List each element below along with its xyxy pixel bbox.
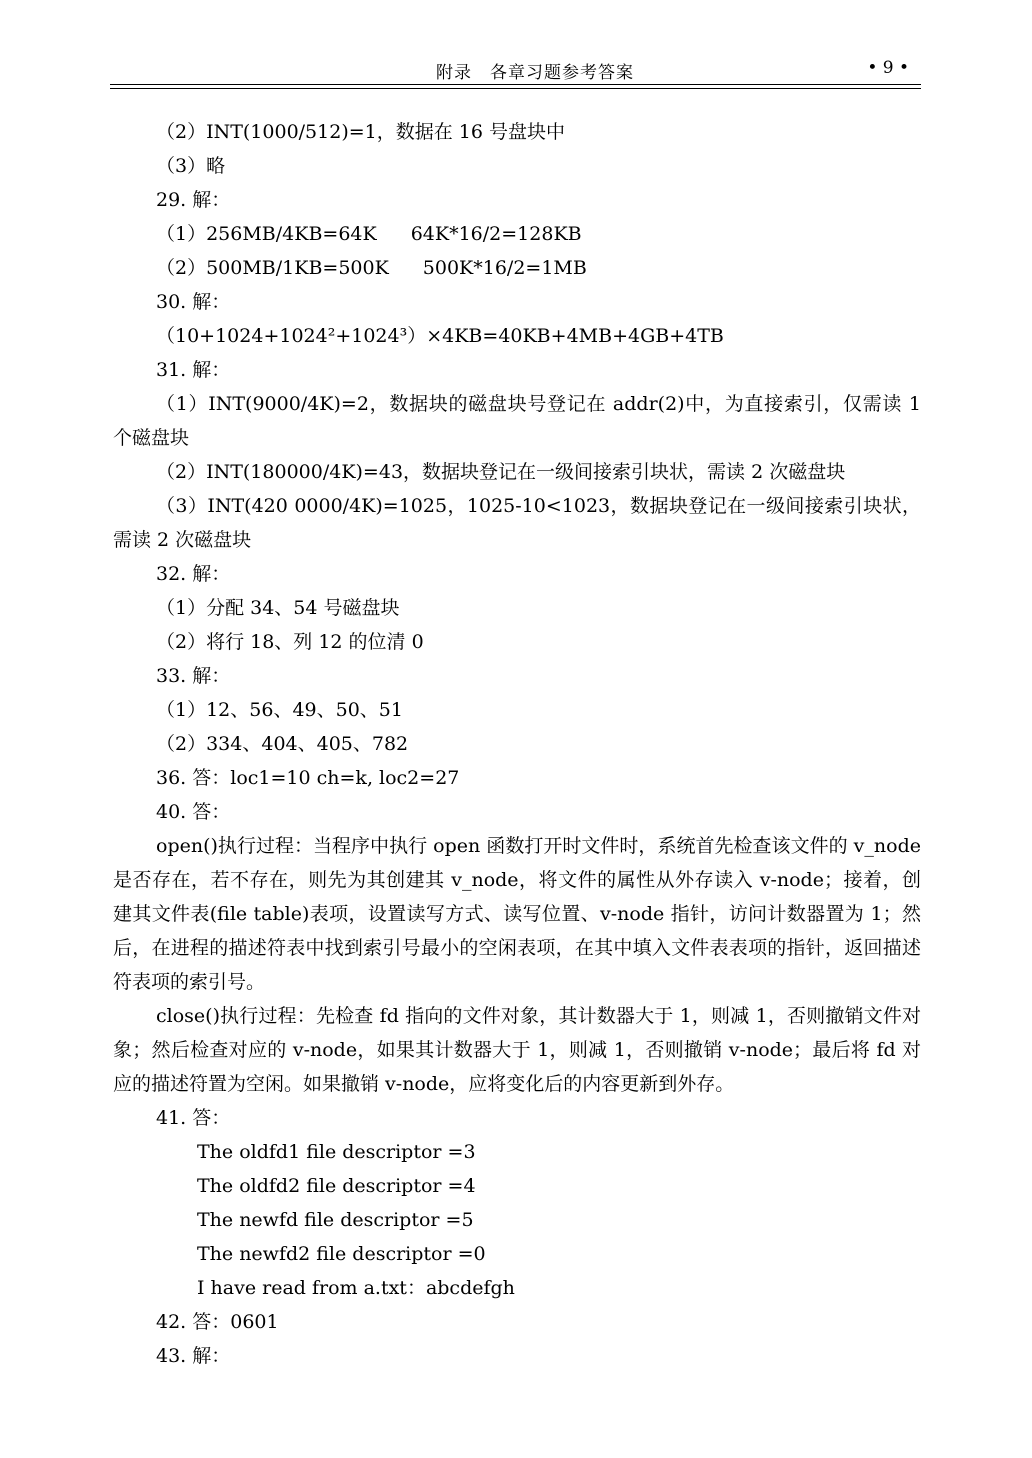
question-heading: 30. 解： bbox=[156, 291, 231, 313]
answer-line: （1）12、56、49、50、51 bbox=[156, 699, 403, 721]
page-number: • 9 • bbox=[867, 58, 909, 78]
answer-paragraph: （1）INT(9000/4K)=2，数据块的磁盘块号登记在 addr(2)中，为直接索引，仅需读 1 个磁盘块 bbox=[113, 393, 921, 449]
answer-line: （2）INT(180000/4K)=43，数据块登记在一级间接索引块状，需读 2 次磁盘块 bbox=[156, 461, 846, 483]
answer-line: （1）分配 34、54 号磁盘块 bbox=[156, 597, 400, 619]
page-body bbox=[113, 115, 921, 1373]
header-rule-thin bbox=[110, 88, 921, 89]
answer-line: （2）INT(1000/512)=1，数据在 16 号盘块中 bbox=[156, 121, 566, 143]
answer-line: （3）略 bbox=[156, 155, 226, 177]
calc-part-b: 500K*16/2=1MB bbox=[422, 257, 587, 279]
question-heading: 29. 解： bbox=[156, 189, 231, 211]
header-rule-thick bbox=[110, 84, 921, 85]
calc-part-a: （2）500MB/1KB=500K bbox=[156, 257, 389, 279]
program-output-line: The oldfd2 file descriptor =4 bbox=[197, 1175, 476, 1197]
calc-part-a: （1）256MB/4KB=64K bbox=[156, 223, 377, 245]
question-heading: 41. 答： bbox=[156, 1107, 231, 1129]
header-section-title: 附录 各章习题参考答案 bbox=[436, 63, 634, 83]
answer-paragraph: open()执行过程：当程序中执行 open 函数打开时文件时，系统首先检查该文件的 v_node 是否存在，若不存在，则先为其创建其 v_node，将文件的属性从外存读入 v-node；接着，创建其文件表(file table)表项，设置读写方式、读写位置、v-node 指针，访问计数器置为 1；然后，在进程的描述符表中找到索引号最小的空闲表项，在其中填入文件表表项的指针，返回描述符表项的索引号。 bbox=[113, 835, 921, 993]
question-heading: 43. 解： bbox=[156, 1345, 231, 1367]
question-heading: 31. 解： bbox=[156, 359, 231, 381]
answer-line bbox=[113, 217, 921, 251]
question-heading: 32. 解： bbox=[156, 563, 231, 585]
answer-line bbox=[113, 251, 921, 285]
formula-line: （10+1024+1024²+1024³）×4KB=40KB+4MB+4GB+4TB bbox=[156, 325, 724, 347]
program-output-line: The newfd file descriptor =5 bbox=[197, 1209, 474, 1231]
answer-line: 42. 答：0601 bbox=[156, 1311, 279, 1333]
answer-paragraph: （3）INT(420 0000/4K)=1025，1025-10<1023，数据块登记在一级间接索引块状，需读 2 次磁盘块 bbox=[113, 495, 921, 551]
program-output-line: The oldfd1 file descriptor =3 bbox=[197, 1141, 476, 1163]
question-heading: 33. 解： bbox=[156, 665, 231, 687]
calc-part-b: 64K*16/2=128KB bbox=[410, 223, 582, 245]
program-output-line: The newfd2 file descriptor =0 bbox=[197, 1243, 486, 1265]
answer-line: 36. 答：loc1=10 ch=k, loc2=27 bbox=[156, 767, 460, 789]
running-header bbox=[110, 58, 921, 82]
answer-line: （2）334、404、405、782 bbox=[156, 733, 409, 755]
answer-paragraph: close()执行过程：先检查 fd 指向的文件对象，其计数器大于 1，则减 1，否则撤销文件对象；然后检查对应的 v-node，如果其计数器大于 1，则减 1，否则撤销 v-node；最后将 fd 对应的描述符置为空闲。如果撤销 v-node，应将变化后的内容更新到外存。 bbox=[113, 1005, 921, 1095]
answer-line: （2）将行 18、列 12 的位清 0 bbox=[156, 631, 424, 653]
question-heading: 40. 答： bbox=[156, 801, 231, 823]
program-output-line: I have read from a.txt：abcdefgh bbox=[197, 1277, 515, 1299]
